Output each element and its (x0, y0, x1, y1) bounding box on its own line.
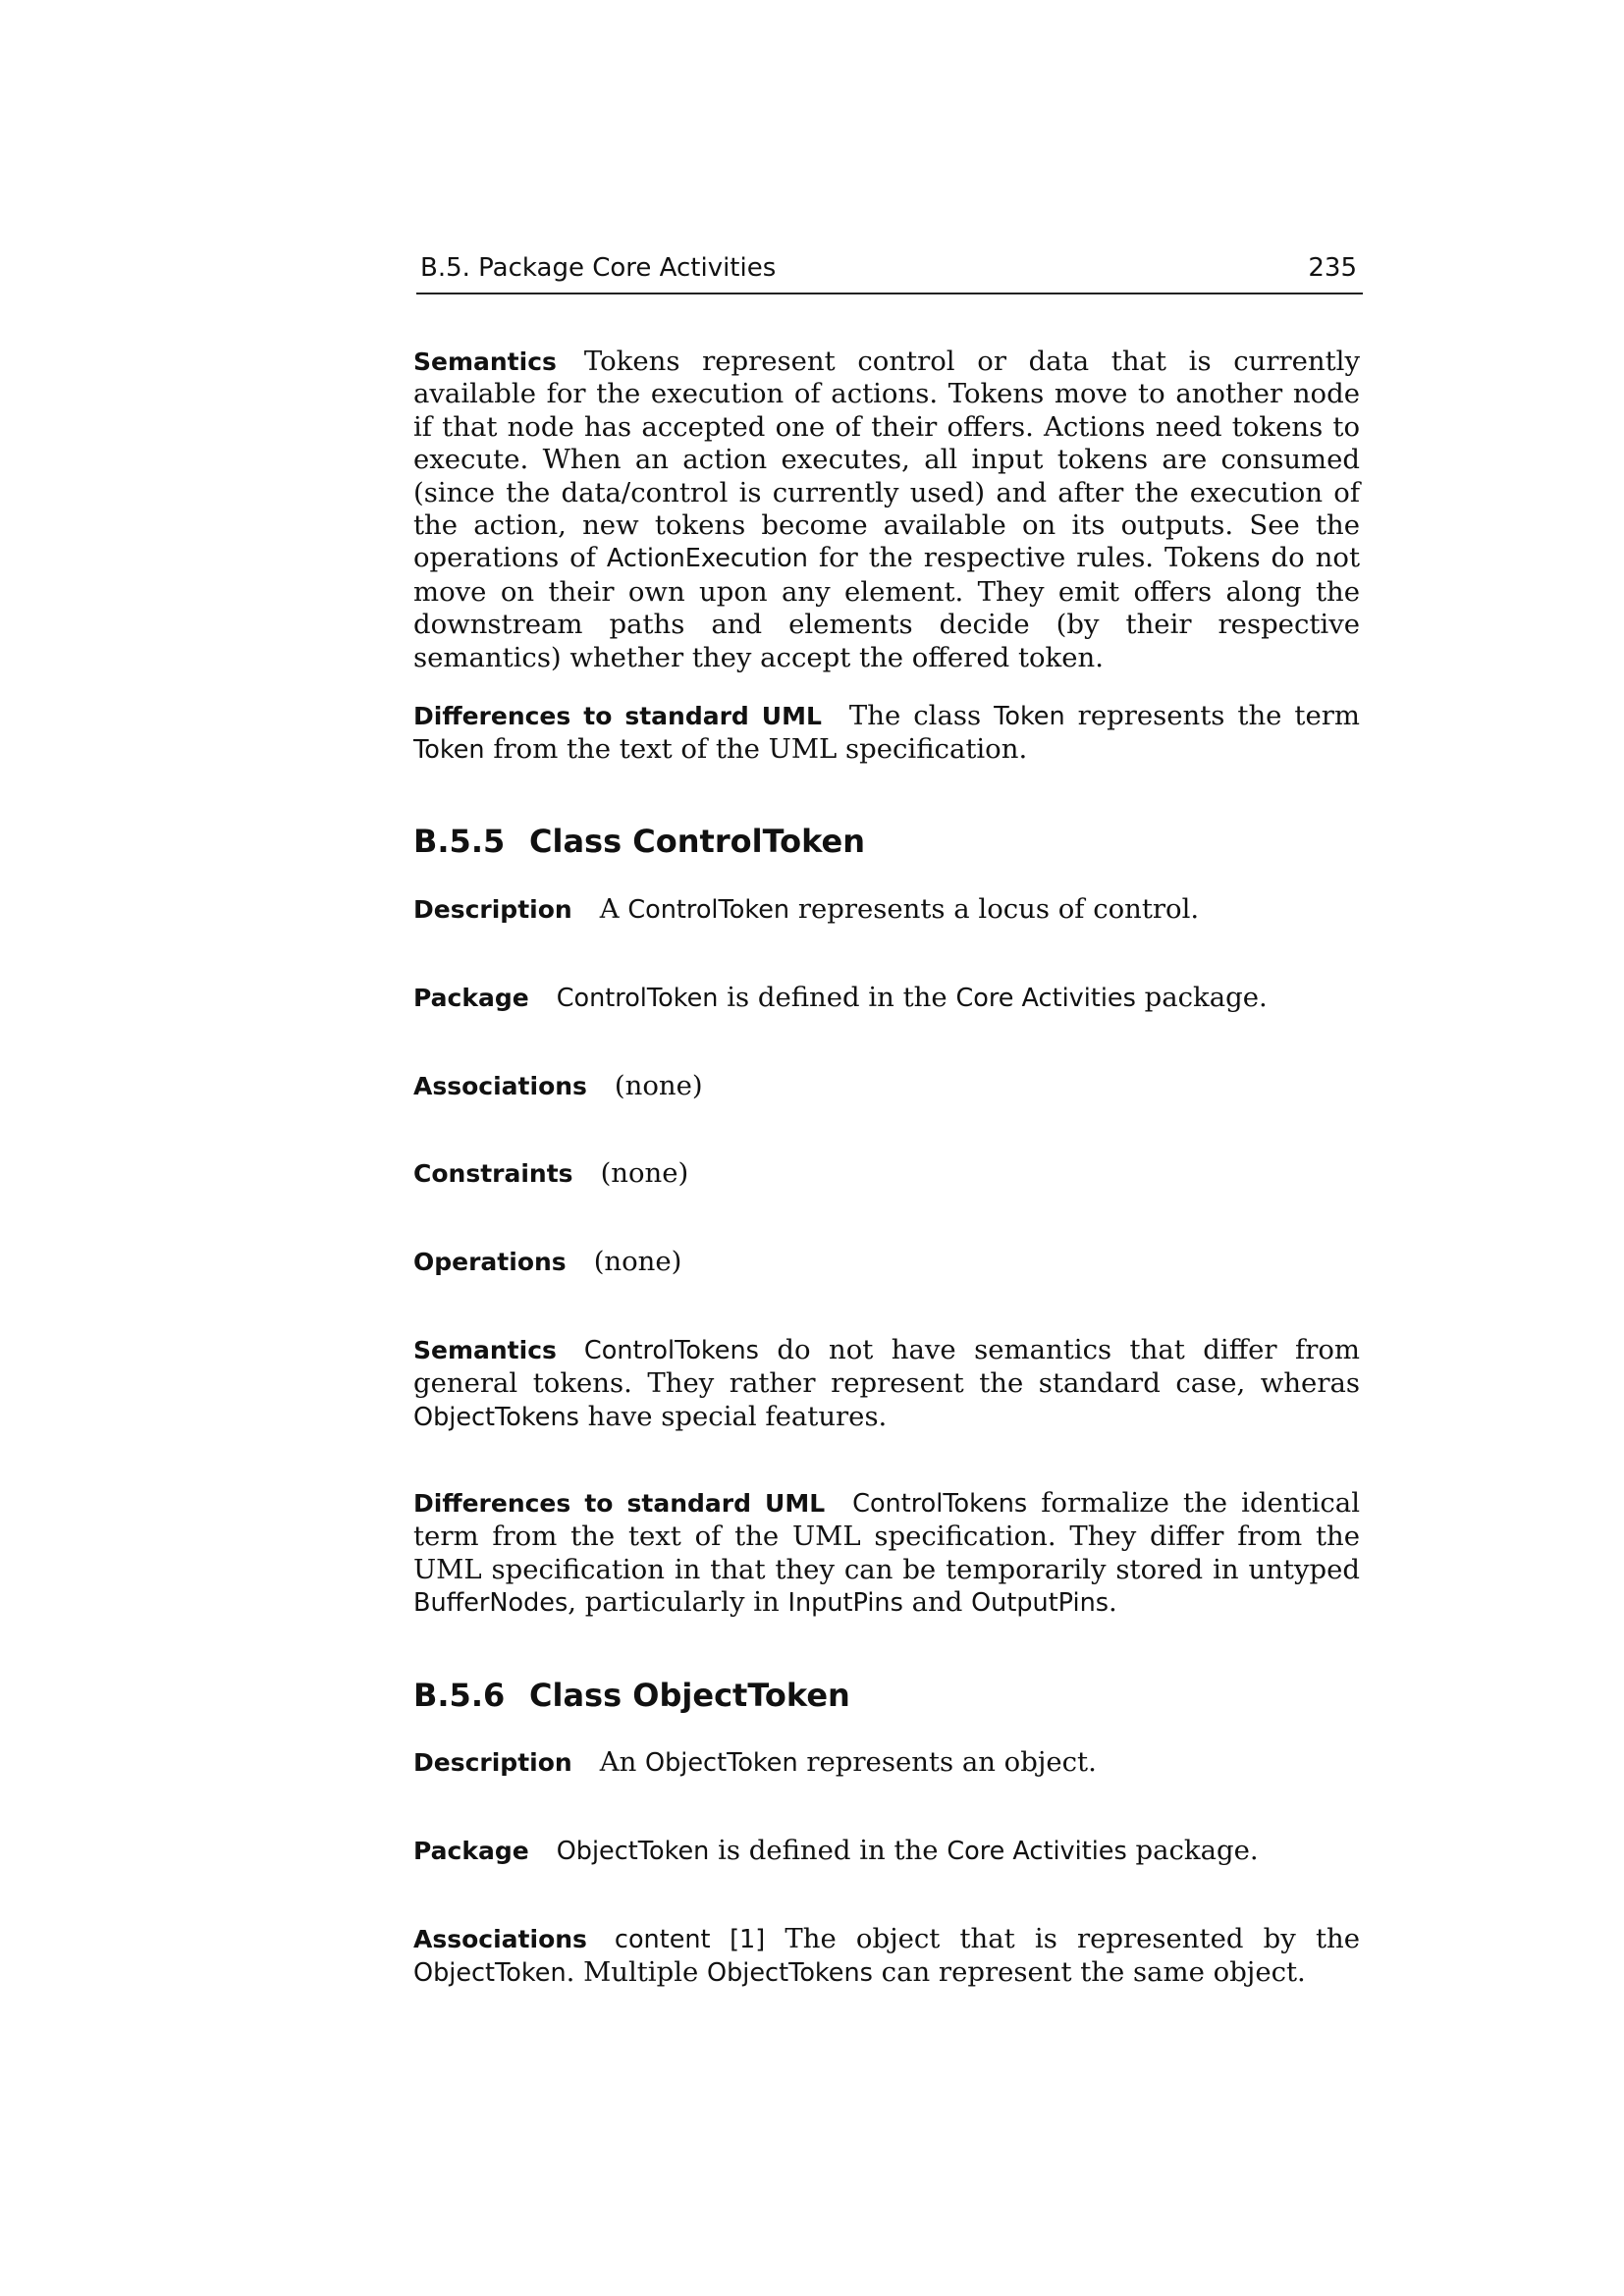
semantics-label: Semantics (413, 1336, 557, 1364)
differences-text: formalize the identical term from the text of the UML specification. They differ from the UML specification in that they can be temporarily stored in untyped (413, 1487, 1360, 1585)
associations-text: . Multiple (566, 1956, 699, 1989)
associations-text: The object that is represented by the (785, 1923, 1360, 1954)
differences-text: represents the term (1077, 700, 1360, 731)
package-text: package. (1144, 982, 1268, 1013)
package-reference: Core Activities (947, 1837, 1127, 1866)
token-semantics-paragraph (413, 346, 1360, 674)
class-reference: ControlTokens (852, 1489, 1028, 1519)
class-reference: InputPins (787, 1588, 903, 1619)
description-label: Description (413, 1748, 572, 1777)
differences-text: , particularly in (568, 1586, 780, 1619)
package-text: is defined in the (727, 982, 947, 1013)
page-header (416, 253, 1363, 294)
description-label: Description (413, 895, 572, 924)
class-reference: ObjectTokens (707, 1958, 873, 1989)
differences-label: Differences to standard UML (413, 1489, 826, 1518)
controltoken-description (413, 893, 1360, 927)
differences-text: and (911, 1586, 963, 1619)
associations-label: Associations (413, 1072, 587, 1100)
class-reference: ObjectToken (413, 1958, 567, 1989)
class-reference: Token (413, 735, 485, 766)
association-name: content [1] (614, 1925, 766, 1954)
differences-label: Differences to standard UML (413, 702, 822, 730)
semantics-text: have special features. (587, 1400, 888, 1432)
description-text: A (599, 893, 620, 925)
class-reference: ControlToken (627, 895, 790, 925)
objecttoken-description (413, 1746, 1360, 1780)
class-reference: OutputPins (971, 1588, 1110, 1619)
semantics-text: do not have semantics that differ from general tokens. They rather represent the standard case, wheras (413, 1334, 1360, 1400)
package-label: Package (413, 984, 529, 1012)
section-heading-controltoken (413, 823, 1360, 860)
section-title: Class ObjectToken (529, 1677, 850, 1714)
token-differences-paragraph (413, 700, 1360, 768)
class-reference: BufferNodes (413, 1588, 568, 1619)
running-title: B.5. Package Core Activities (420, 253, 777, 283)
associations-label: Associations (413, 1925, 587, 1953)
constraints-value: (none) (600, 1157, 689, 1189)
description-text: An (599, 1746, 637, 1778)
class-reference: ControlTokens (583, 1336, 759, 1365)
section-heading-objecttoken (413, 1677, 1360, 1714)
controltoken-semantics (413, 1334, 1360, 1434)
semantics-text: Tokens represent control or data that is currently available for the execution of actions. Tokens move to another node if that node has accepted one of their offers. Actions need tokens to execute. When an action executes, all input tokens are consumed (since the data/control is currently used) and after the execution of the action, new tokens become available on its outputs. See the operations of (413, 346, 1360, 574)
class-reference: ObjectToken (645, 1748, 798, 1778)
controltoken-associations (413, 1070, 1360, 1102)
controltoken-differences (413, 1487, 1360, 1621)
package-text: is defined in the (718, 1835, 939, 1866)
differences-text: The class (848, 700, 982, 731)
semantics-text: for the respective rules. Tokens do not move on their own upon any element. They emit offers along the downstream paths and elements decide (by their respective semantics) whether they accept the offered token. (413, 542, 1360, 673)
controltoken-constraints (413, 1157, 1360, 1190)
description-text: represents an object. (806, 1746, 1097, 1778)
controltoken-package (413, 982, 1360, 1015)
semantics-label: Semantics (413, 347, 557, 376)
operations-value: (none) (593, 1246, 682, 1277)
page-number: 235 (1308, 253, 1357, 283)
class-reference: ControlToken (556, 984, 719, 1013)
description-text: represents a locus of control. (797, 893, 1200, 925)
package-label: Package (413, 1837, 529, 1865)
differences-text: from the text of the UML specification. (493, 733, 1028, 766)
section-number: B.5.6 (413, 1677, 506, 1714)
package-reference: Core Activities (955, 984, 1136, 1013)
controltoken-operations (413, 1246, 1360, 1278)
differences-text: . (1109, 1586, 1117, 1619)
class-reference: ObjectTokens (413, 1402, 579, 1432)
associations-value: (none) (614, 1070, 703, 1101)
class-reference: ObjectToken (556, 1837, 710, 1866)
package-text: package. (1135, 1835, 1259, 1866)
associations-text: can represent the same object. (881, 1956, 1306, 1989)
objecttoken-associations (413, 1923, 1360, 1991)
operations-label: Operations (413, 1248, 567, 1276)
objecttoken-package (413, 1835, 1360, 1868)
class-reference: ActionExecution (606, 544, 808, 574)
constraints-label: Constraints (413, 1159, 573, 1188)
class-reference: Token (994, 702, 1065, 731)
section-title: Class ControlToken (529, 823, 866, 860)
section-number: B.5.5 (413, 823, 506, 860)
